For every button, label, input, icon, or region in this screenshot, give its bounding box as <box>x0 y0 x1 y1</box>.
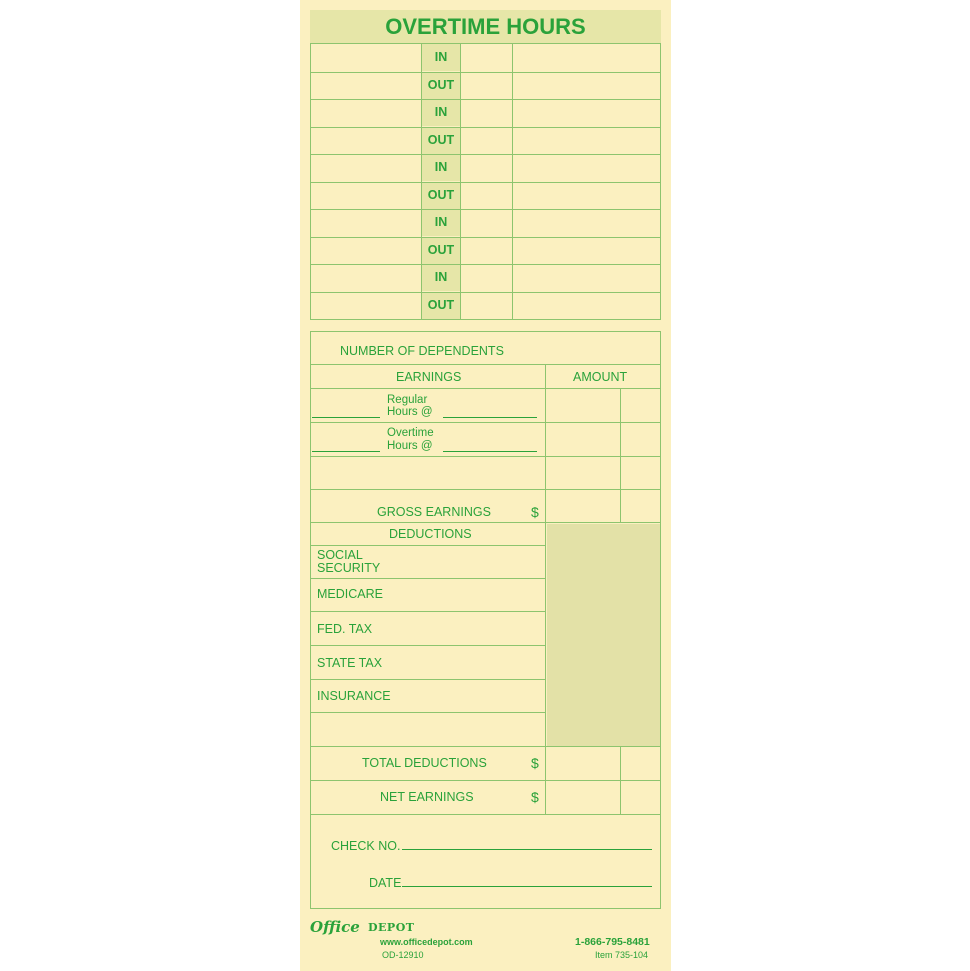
phone-number: 1-866-795-8481 <box>575 936 650 948</box>
fed-tax-label: FED. TAX <box>317 622 373 636</box>
overtime-label-2: Hours @ <box>387 440 433 452</box>
office-depot-logo-depot: DEPOT <box>368 921 415 934</box>
overtime-row-label-out: OUT <box>422 292 460 319</box>
overtime-title: OVERTIME HOURS <box>310 10 661 44</box>
overtime-row-label-out: OUT <box>422 127 460 154</box>
overtime-row-divider <box>310 209 661 210</box>
insurance-label: INSURANCE <box>317 689 391 703</box>
overtime-label-1: Overtime <box>387 427 434 439</box>
overtime-row-label-out: OUT <box>422 72 460 99</box>
time-card <box>300 0 671 971</box>
social-security-label-2: SECURITY <box>317 561 381 575</box>
overtime-column-divider <box>512 44 513 320</box>
gross-earnings-label: GROSS EARNINGS <box>377 505 491 519</box>
overtime-row-divider <box>310 237 661 238</box>
net-earnings-dollar: $ <box>531 789 539 805</box>
overtime-row-label-in: IN <box>422 209 460 236</box>
dependents-label: NUMBER OF DEPENDENTS <box>340 344 504 358</box>
overtime-column-divider <box>460 44 461 320</box>
check-no-label: CHECK NO. <box>331 839 401 853</box>
overtime-section <box>310 10 661 320</box>
overtime-row-label-out: OUT <box>422 237 460 264</box>
overtime-row-label-in: IN <box>422 264 460 291</box>
office-depot-logo-office: Office <box>310 918 360 936</box>
amount-header: AMOUNT <box>573 370 628 384</box>
deductions-header: DEDUCTIONS <box>389 527 472 541</box>
deductions-shaded-area <box>547 524 660 746</box>
overtime-row-label-in: IN <box>422 99 460 126</box>
product-code: OD-12910 <box>382 950 424 960</box>
gross-dollar: $ <box>531 504 539 520</box>
overtime-row-divider <box>310 292 661 293</box>
social-security-label-1: SOCIAL <box>317 548 363 562</box>
overtime-row-label-out: OUT <box>422 182 460 209</box>
overtime-row-divider <box>310 127 661 128</box>
total-deductions-dollar: $ <box>531 755 539 771</box>
medicare-label: MEDICARE <box>317 587 383 601</box>
overtime-row-label-in: IN <box>422 154 460 181</box>
earnings-header: EARNINGS <box>396 370 462 384</box>
overtime-row-divider <box>310 72 661 73</box>
state-tax-label: STATE TAX <box>317 656 383 670</box>
overtime-row-divider <box>310 264 661 265</box>
date-label: DATE <box>369 876 402 890</box>
item-number: Item 735-104 <box>595 950 649 960</box>
regular-label-1: Regular <box>387 394 428 406</box>
overtime-row-divider <box>310 182 661 183</box>
overtime-column-divider <box>421 44 422 320</box>
overtime-row-label-in: IN <box>422 44 460 71</box>
overtime-row-divider <box>310 154 661 155</box>
total-deductions-label: TOTAL DEDUCTIONS <box>362 756 487 770</box>
net-earnings-label: NET EARNINGS <box>380 790 474 804</box>
overtime-row-divider <box>310 99 661 100</box>
regular-label-2: Hours @ <box>387 406 433 418</box>
website: www.officedepot.com <box>380 937 473 947</box>
